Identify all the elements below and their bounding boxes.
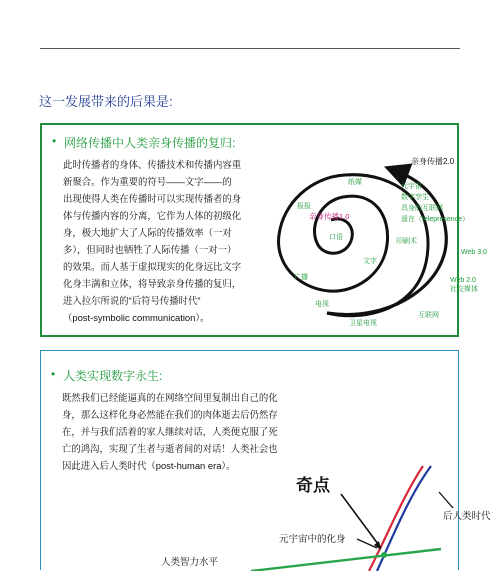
label-telepresence: 遥在（telepresence） bbox=[401, 216, 470, 223]
text-line: 多），但同时也牺牲了人际传播（一对一） bbox=[63, 244, 237, 255]
top-rule bbox=[40, 48, 460, 49]
label-posthuman: 后人类时代 bbox=[443, 511, 491, 522]
text-line: （post-symbolic communication）。 bbox=[63, 312, 210, 323]
label-metaverse: 元宇宙 bbox=[401, 183, 422, 190]
text-line: 因此进入后人类时代（post-human era）。 bbox=[62, 460, 236, 471]
section-body bbox=[62, 389, 278, 474]
label-internet: 互联网 bbox=[418, 312, 439, 319]
text-line: 进入拉尔所说的“后符号传播时代” bbox=[63, 295, 201, 306]
label-web3: Web 3.0 bbox=[461, 249, 487, 256]
text-line: 身，极大地扩大了人际的传播效率（一对 bbox=[63, 227, 232, 238]
label-radio: 广播 bbox=[294, 274, 308, 281]
singularity-diagram bbox=[161, 466, 491, 571]
section-title: 网络传播中人类亲身传播的复归: bbox=[64, 136, 236, 150]
label-avatar: 元宇宙中的化身 bbox=[279, 534, 346, 545]
label-paper: 纸媒 bbox=[348, 179, 362, 186]
intro-heading: 这一发展带来的后果是: bbox=[39, 94, 173, 109]
arrow-head bbox=[374, 541, 381, 550]
section-box-revival bbox=[40, 123, 487, 337]
label-writing: 文字 bbox=[363, 258, 377, 265]
text-line: 此时传播者的身体、传播技术和传播内容重 bbox=[63, 159, 242, 170]
label-social: 社交媒体 bbox=[450, 286, 478, 293]
arrow-singularity bbox=[341, 494, 381, 548]
label-web2: Web 2.0 bbox=[450, 277, 476, 284]
text-line: 的效果。而人基于虚拟现实的化身远比文字 bbox=[63, 261, 242, 272]
label-tv: 电视 bbox=[315, 301, 329, 308]
label-satellite-tv: 卫星电视 bbox=[349, 320, 377, 327]
label-printing: 印刷术 bbox=[396, 238, 417, 245]
label-digital-twin: 数字孪生 bbox=[401, 194, 429, 201]
arrow-posthuman bbox=[439, 492, 453, 508]
text-line: 化身丰满和立体，将导致亲身传播的复归， bbox=[63, 278, 242, 289]
section-title: 人类实现数字永生: bbox=[63, 369, 163, 383]
label-human-level: 人类智力水平 bbox=[161, 557, 219, 568]
label-start: 亲身传播1.0 bbox=[309, 212, 350, 221]
text-line: 身，那么这样化身必然能在我们的肉体逝去后仍然存 bbox=[62, 409, 278, 420]
text-line: 既然我们已经能逼真的在网络空间里复制出自己的化 bbox=[62, 392, 278, 403]
label-singularity: 奇点 bbox=[296, 476, 330, 495]
spiral-diagram bbox=[251, 153, 487, 338]
bullet: • bbox=[52, 134, 57, 148]
label-end: 亲身传播2.0 bbox=[411, 157, 455, 166]
arrow-avatar bbox=[357, 539, 377, 548]
section-box-immortality bbox=[40, 350, 491, 570]
label-oral: 口语 bbox=[329, 234, 343, 241]
text-line: 出现使得人类在传播时可以实现传播者的身 bbox=[63, 193, 242, 204]
section-body bbox=[63, 156, 241, 326]
bullet: • bbox=[51, 367, 56, 381]
line-human-level bbox=[251, 549, 441, 571]
text-line: 体与传播内容的分离，它作为人体的初级化 bbox=[63, 210, 242, 221]
label-newspaper: 报报 bbox=[297, 203, 311, 210]
label-embodied: 具身的互联网 bbox=[401, 205, 443, 212]
text-line: 在，并与我们活着的家人继续对话，人类便克服了死 bbox=[62, 426, 278, 437]
text-line: 新聚合。作为重要的符号——文字——的 bbox=[63, 176, 232, 187]
text-line: 亡的鸿沟，实现了生者与逝者间的对话！人类社会也 bbox=[62, 443, 278, 454]
singularity-point bbox=[381, 552, 387, 558]
